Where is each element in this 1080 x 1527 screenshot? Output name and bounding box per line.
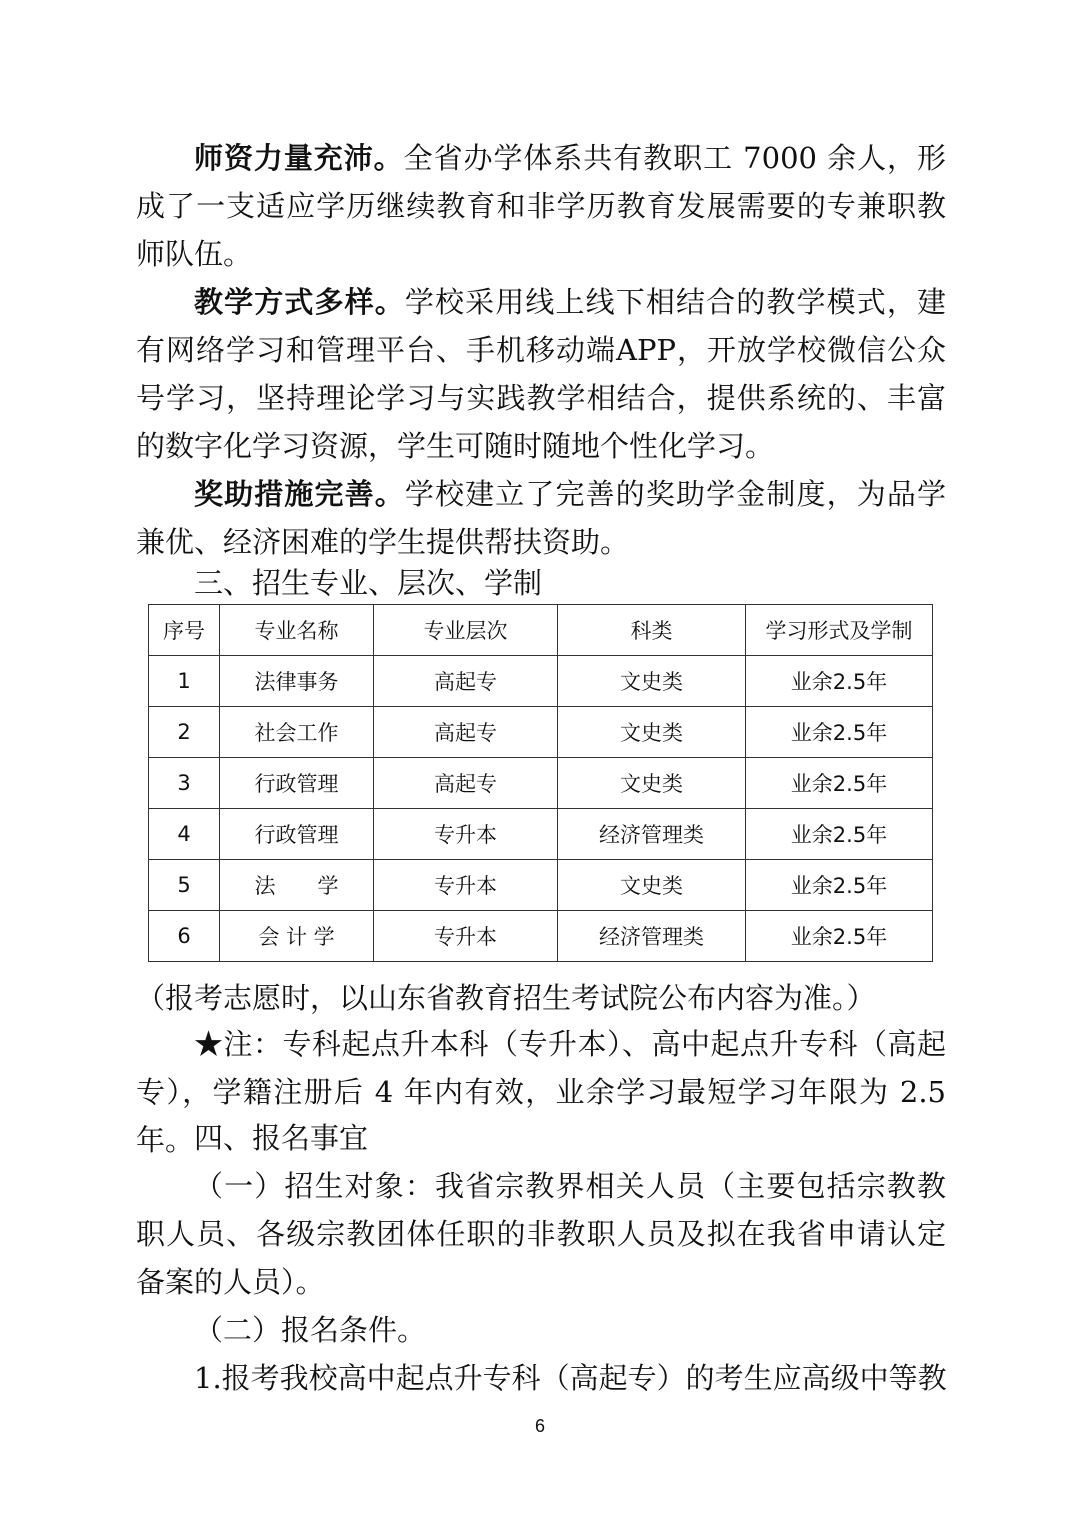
table-cell: 2 (149, 707, 220, 758)
table-cell: 社会工作 (220, 707, 374, 758)
table-cell: 业余2.5年 (746, 707, 933, 758)
table-row (149, 911, 933, 962)
table-row (149, 860, 933, 911)
table-cell: 高起专 (374, 707, 558, 758)
table-cell: 法 学 (220, 860, 374, 911)
table-cell: 文史类 (558, 860, 746, 911)
table-footnote: （报考志愿时，以山东省教育招生考试院公布内容为准。） (136, 981, 876, 1015)
majors-table (148, 604, 933, 962)
table-cell: 行政管理 (220, 758, 374, 809)
section-heading-majors: 三、招生专业、层次、学制 (194, 566, 543, 600)
table-cell: 文史类 (558, 758, 746, 809)
paragraph-teaching-lead: 教学方式多样。 (194, 285, 405, 319)
section-heading-registration: 四、报名事宜 (194, 1121, 369, 1155)
paragraph-faculty (136, 134, 946, 278)
table-cell: 业余2.5年 (746, 911, 933, 962)
table-header-row (149, 605, 933, 656)
paragraph-faculty-lead: 师资力量充沛。 (194, 141, 404, 175)
table-cell: 6 (149, 911, 220, 962)
column-header: 学习形式及学制 (746, 605, 933, 656)
paragraph-recruitment-target: （一）招生对象：我省宗教界相关人员（主要包括宗教教职人员、各级宗教团体任职的非教职人员及拟在我省申请认定备案的人员）。 (136, 1169, 946, 1299)
paragraph-faculty-text: 全省办学体系共有教职工 7000 余人，形成了一支适应学历继续教育和非学历教育发展需要的专兼职教师队伍。 (136, 141, 946, 271)
table-cell: 文史类 (558, 656, 746, 707)
paragraph-registration-conditions: （二）报名条件。 (194, 1313, 427, 1347)
table-cell: 会 计 学 (220, 911, 374, 962)
table-cell: 业余2.5年 (746, 809, 933, 860)
star-note: ★注：专科起点升本科（专升本）、高中起点升专科（高起专），学籍注册后 4 年内有效，业余学习最短学习年限为 2.5 年。 (136, 1027, 946, 1157)
table-cell: 经济管理类 (558, 911, 746, 962)
table-cell: 文史类 (558, 707, 746, 758)
column-header: 序号 (149, 605, 220, 656)
table-cell: 专升本 (374, 809, 558, 860)
paragraph-awards-text: 学校建立了完善的奖助学金制度，为品学兼优、经济困难的学生提供帮扶资助。 (136, 477, 946, 559)
table-cell: 法律事务 (220, 656, 374, 707)
table-cell: 专升本 (374, 911, 558, 962)
list-item-condition-1: 1.报考我校高中起点升专科（高起专）的考生应高级中等教 (194, 1361, 947, 1395)
table-row (149, 809, 933, 860)
column-header: 专业层次 (374, 605, 558, 656)
table-cell: 高起专 (374, 758, 558, 809)
table-cell: 行政管理 (220, 809, 374, 860)
paragraph-awards-lead: 奖助措施完善。 (194, 477, 405, 511)
paragraph-awards (136, 470, 946, 566)
table-cell: 经济管理类 (558, 809, 746, 860)
table-cell: 业余2.5年 (746, 758, 933, 809)
page-number: 6 (534, 1416, 545, 1436)
table-cell: 高起专 (374, 656, 558, 707)
paragraph-teaching (136, 278, 946, 470)
table-row (149, 707, 933, 758)
table-cell: 专升本 (374, 860, 558, 911)
table-cell: 1 (149, 656, 220, 707)
column-header: 科类 (558, 605, 746, 656)
table-cell: 4 (149, 809, 220, 860)
paragraph-teaching-text: 学校采用线上线下相结合的教学模式，建有网络学习和管理平台、手机移动端APP，开放学校微信公众号学习，坚持理论学习与实践教学相结合，提供系统的、丰富的数字化学习资源，学生可随时随地个性化学习。 (136, 285, 946, 463)
table-cell: 3 (149, 758, 220, 809)
table-row (149, 656, 933, 707)
column-header: 专业名称 (220, 605, 374, 656)
table-cell: 业余2.5年 (746, 860, 933, 911)
table-cell: 业余2.5年 (746, 656, 933, 707)
table-row (149, 758, 933, 809)
table-cell: 5 (149, 860, 220, 911)
